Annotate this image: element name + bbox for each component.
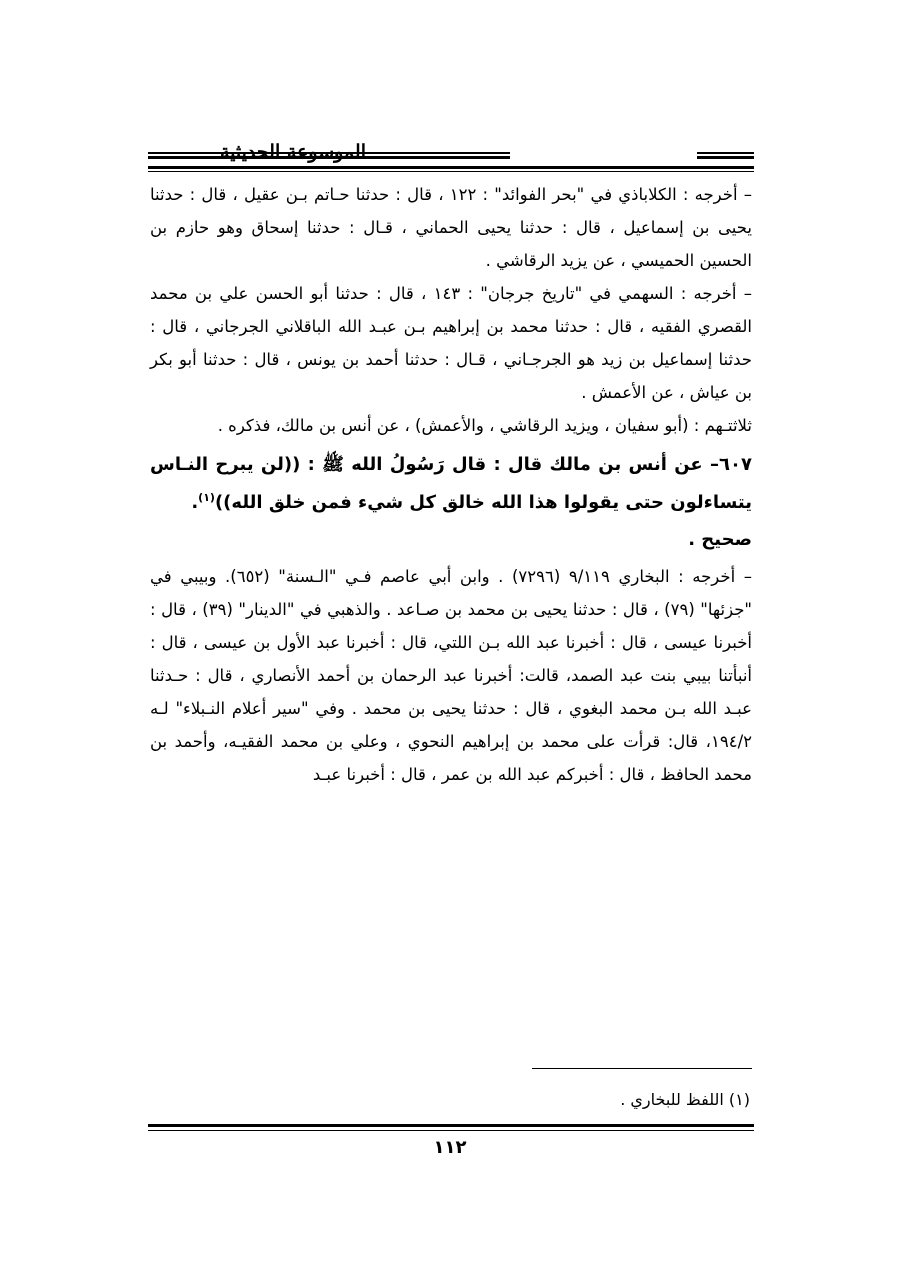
takhrij-paragraph: – أخرجه : الكلاباذي في "بحر الفوائد" : ١٢٢ ، قال : حدثنا حـاتم بـن عقيل ، قال : حدثنا يحيى بن إسماعيل ، قال : حدثنا يحيى الحماني ، قـال : حدثنا إسحاق وهو حازم بن الحسين الحميسي ، عن يزيد الرقاشي . <box>150 185 752 270</box>
header-divider <box>148 171 754 172</box>
hadith-end: . <box>191 492 199 513</box>
page-number: ١١٢ <box>433 1137 467 1158</box>
footer-divider <box>148 1124 754 1127</box>
hadith-body: ٦٠٧– عن أنس بن مالك قال : قال رَسُولُ الله ﷺ : ((لن يبرح النـاس يتساءلون حتى يقولوا هذا الله خالق كل شيء فمن خلق الله)) <box>150 454 752 513</box>
takhrij-paragraph: – أخرجه : السهمي في "تاريخ جرجان" : ١٤٣ ، قال : حدثنا أبو الحسن علي بن محمد القصري الفقيه ، قال : حدثنا محمد بن إبراهيم بـن عبـد الله الباقلاني الجرجاني ، قال : حدثنا إسماعيل بن زيد هو الجرجـاني ، قـال : حدثنا أحمد بن يونس ، قال : حدثنا أبو بكر بن عياش ، عن الأعمش . <box>150 284 752 402</box>
page-header <box>148 140 754 170</box>
header-rule <box>697 156 754 159</box>
header-divider <box>148 166 754 169</box>
footnote-divider <box>532 1068 752 1069</box>
header-rule <box>697 152 754 154</box>
summary-paragraph: ثلاثتـهم : (أبو سفيان ، ويزيد الرقاشي ، والأعمش) ، عن أنس بن مالك، فذكره . <box>217 416 752 435</box>
hadith-grade: صحيح . <box>688 529 752 550</box>
hadith-text <box>150 448 752 519</box>
takhrij-paragraph: – أخرجه : البخاري ٩/١١٩ (٧٢٩٦) . وابن أبي عاصم فـي "الـسنة" (٦٥٢). وبيبي في "جزئها" (٧٩) ، قال : حدثنا يحيى بن محمد بن صـاعد . والذهبي في "الدينار" (٣٩) ، قال : أخبرنا عيسى ، قال : أخبرنا عبد الله بـن اللتي، قال : أخبرنا عبد الأول بن عيسى ، قال : أنبأتنا بيبي بنت عبد الصمد، قالت: أخبرنا عبد الرحمان بن أحمد الأنصاري ، قال : حـدثنا عبـد الله بـن محمد البغوي ، قال : حدثنا يحيى بن محمد . وفي "سير أعلام النـبلاء" لـه ١٩٤/٢، قال: قرأت على محمد بن إبراهيم النحوي ، وعلي بن محمد الفقيـه، وأحمد بن محمد الحافظ ، قال : أخبركم عبد الله بن عمر ، قال : أخبرنا عبـد <box>150 567 752 784</box>
footer-divider <box>148 1130 754 1131</box>
page-body <box>150 178 752 791</box>
footnote: (١) اللفظ للبخاري . <box>620 1090 750 1109</box>
page-title: الموسوعة الحديثية <box>220 141 366 163</box>
footnote-reference[interactable]: (١) <box>198 491 215 504</box>
